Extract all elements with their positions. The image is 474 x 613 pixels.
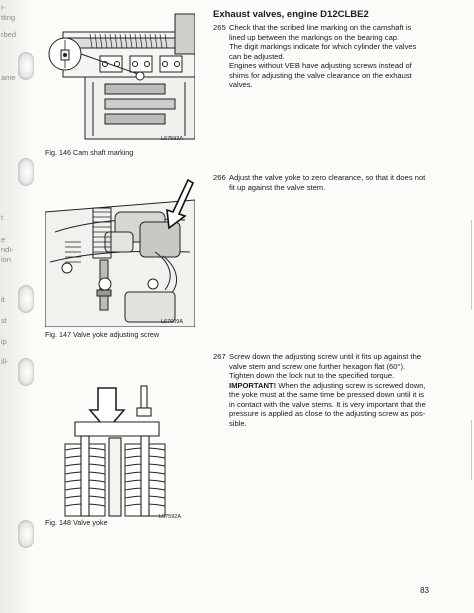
step-line: pressure is applied as close to the adjusting screw as pos- <box>229 409 426 418</box>
bleed-text: e <box>1 235 6 244</box>
bleed-text: r- <box>1 3 6 12</box>
bleed-text: t <box>1 213 4 222</box>
figure-valve-yoke-adjusting-screw <box>45 172 195 327</box>
figure-code: L67592A <box>158 514 181 520</box>
binder-hole <box>18 285 34 313</box>
step-line: Engines without VEB have adjusting screws instead of <box>229 61 412 70</box>
figure-caption: Fig. 148 Valve yoke <box>45 518 108 527</box>
step-number: 266 <box>213 173 226 182</box>
step-line: lined up between the markings on the bearing cap. <box>229 32 400 42</box>
figure-cam-shaft-marking <box>45 4 195 144</box>
figure-caption: Fig. 146 Cam shaft marking <box>45 148 134 157</box>
figure-caption: Fig. 147 Valve yoke adjusting screw <box>45 330 160 339</box>
important-label: IMPORTANT! <box>229 380 277 390</box>
binder-hole <box>18 52 34 80</box>
binder-hole <box>18 158 34 186</box>
step-line: The digit markings indicate for which cylinder the valves <box>229 42 417 51</box>
bleed-text: ame <box>1 73 16 82</box>
step-line: sible. <box>229 418 247 428</box>
step-text <box>229 352 459 428</box>
figure-code: L67609A <box>160 319 183 325</box>
step-number: 267 <box>213 352 226 361</box>
step-line: valve stem and screw one further hexagon flat (60°). <box>229 361 406 371</box>
step-line: Check that the scribed line marking on the camshaft is <box>229 23 412 32</box>
bleed-text: ip <box>1 337 7 346</box>
step-line: Tighten down the lock nut to the specified torque. <box>229 371 395 380</box>
important-line <box>229 381 459 391</box>
valve-yoke-illustration <box>45 378 195 520</box>
step-text <box>229 23 459 90</box>
page-edge-mark <box>471 420 472 480</box>
cam-shaft-illustration <box>45 4 195 144</box>
bleed-text: ion <box>1 255 12 264</box>
binder-hole <box>18 358 34 386</box>
figure-code: L67593A <box>160 136 183 142</box>
binder-hole <box>18 520 34 548</box>
page-edge-mark <box>471 220 472 310</box>
bleed-text: it <box>1 295 5 304</box>
step-text <box>229 173 459 192</box>
step-line: valves. <box>229 80 253 89</box>
bleed-text: tting <box>1 13 16 22</box>
bleed-text: rbed <box>1 30 17 39</box>
important-text: When the adjusting screw is screwed down, <box>276 380 426 390</box>
adjusting-screw-illustration <box>45 172 195 327</box>
step-line: fit up against the valve stem. <box>229 182 326 192</box>
bleed-text: ill- <box>1 357 9 366</box>
section-heading: Exhaust valves, engine D12CLBE2 <box>213 9 369 20</box>
page-number: 83 <box>420 586 429 595</box>
step-line: in contact with the valve stems. It is very important that the <box>229 399 426 409</box>
bleed-text: st <box>1 316 7 325</box>
step-line: can be adjusted. <box>229 51 285 61</box>
figure-valve-yoke <box>45 378 195 520</box>
step-line: the yoke must at the same time be pressed down until it is <box>229 390 425 399</box>
step-line: Adjust the valve yoke to zero clearance, so that it does not <box>229 173 426 182</box>
step-number: 265 <box>213 23 226 32</box>
bleed-text: ndi- <box>1 245 14 254</box>
step-line: Screw down the adjusting screw until it fits up against the <box>229 352 422 361</box>
step-line: shims for adjusting the valve clearance on the exhaust <box>229 70 412 80</box>
